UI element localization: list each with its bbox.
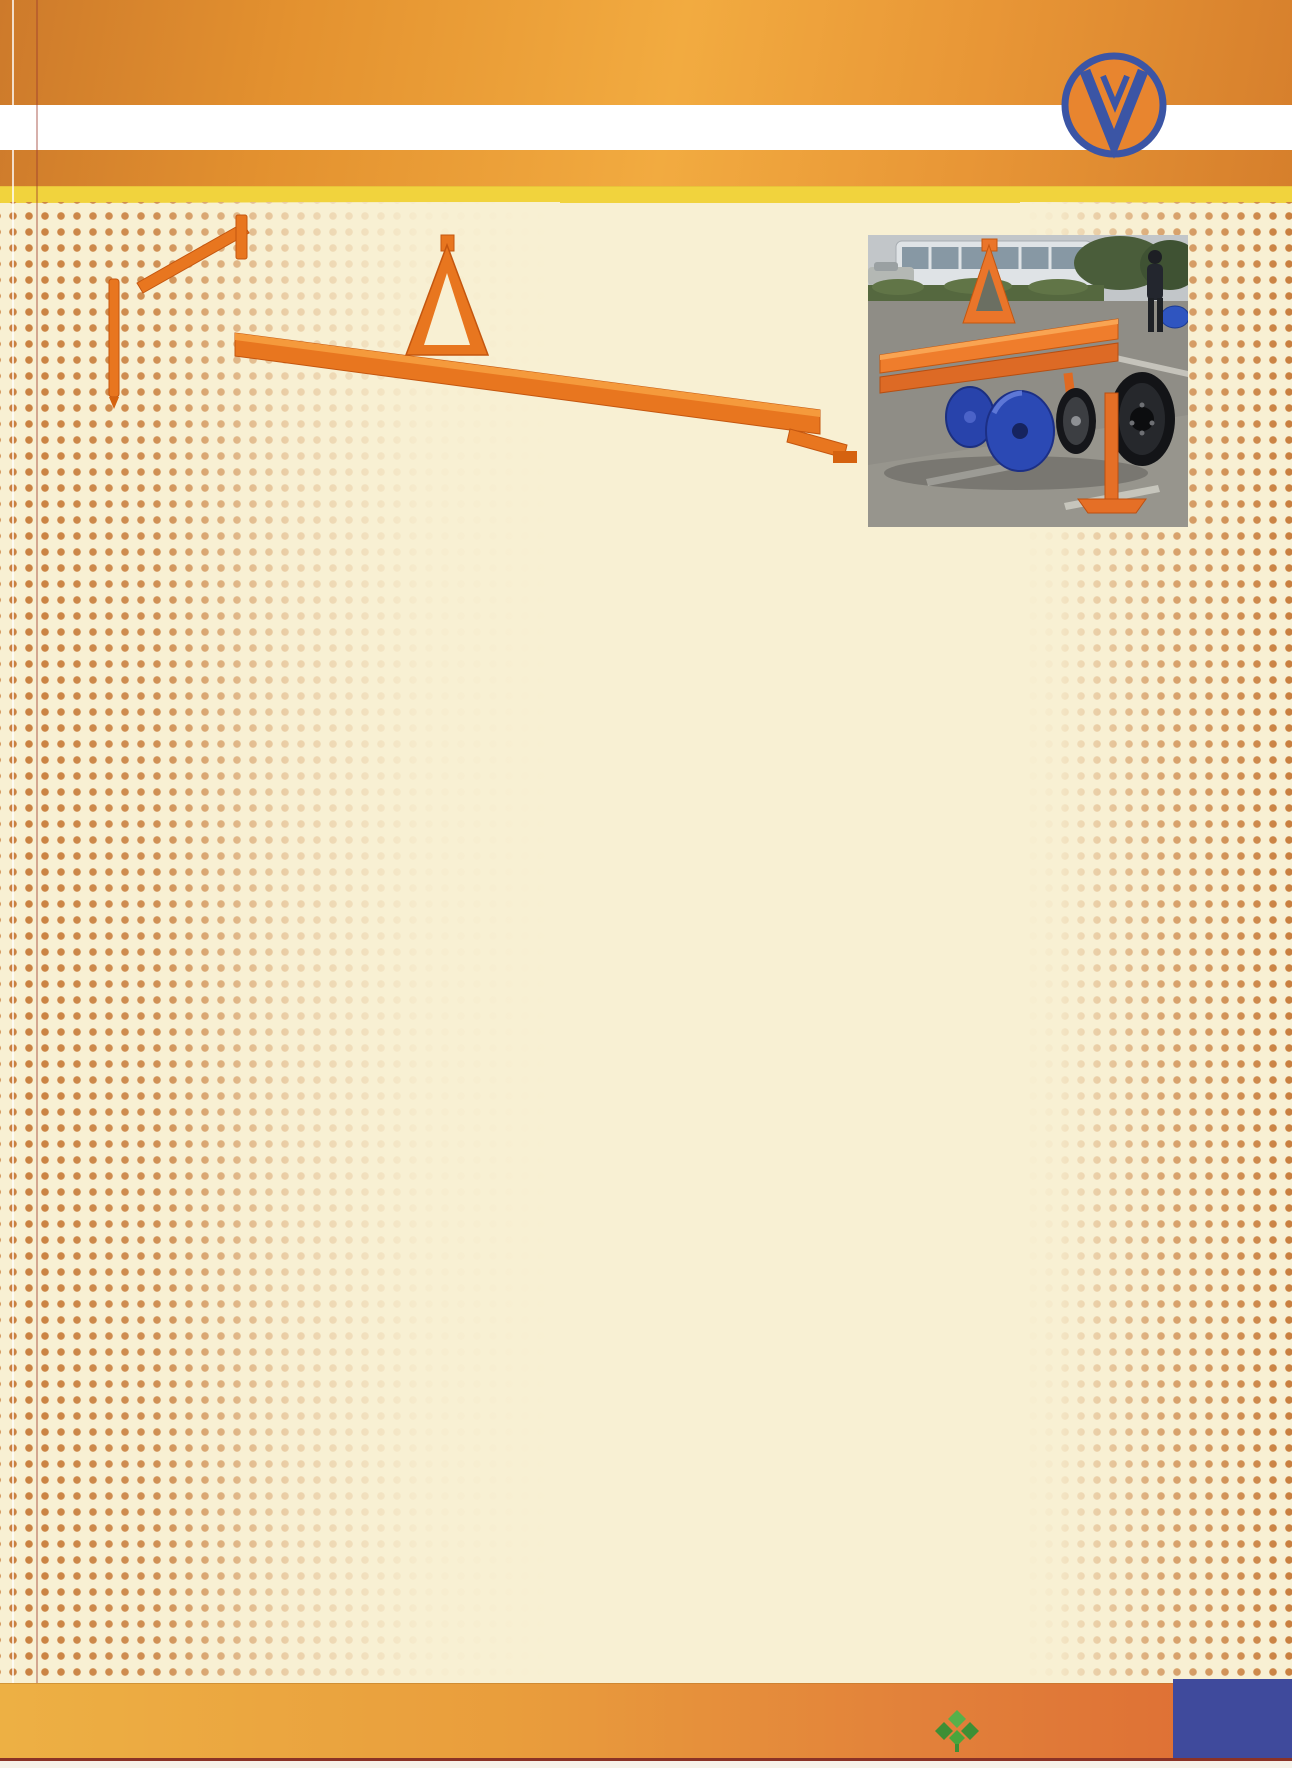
yellow-strip — [0, 186, 1292, 203]
transport-position-drawing — [180, 1388, 1080, 1688]
wheat-sprout-icon — [933, 1706, 981, 1754]
watermark — [933, 1706, 985, 1754]
page-number-box — [1173, 1679, 1292, 1758]
technical-drawing-11-sections — [70, 812, 690, 1062]
footer-band — [0, 1683, 1292, 1759]
cultivator-3d-render — [95, 205, 875, 525]
description-column — [746, 570, 1188, 585]
technical-drawing-9-sections — [70, 534, 690, 784]
scan-artifact-line — [12, 0, 14, 1768]
technical-drawing-13-sections — [70, 1098, 690, 1348]
bottom-margin — [0, 1761, 1292, 1768]
brand-gear-logo-icon — [1049, 40, 1179, 170]
scan-artifact-line — [36, 0, 38, 1768]
cultivator-exhibition-photo — [868, 235, 1188, 527]
